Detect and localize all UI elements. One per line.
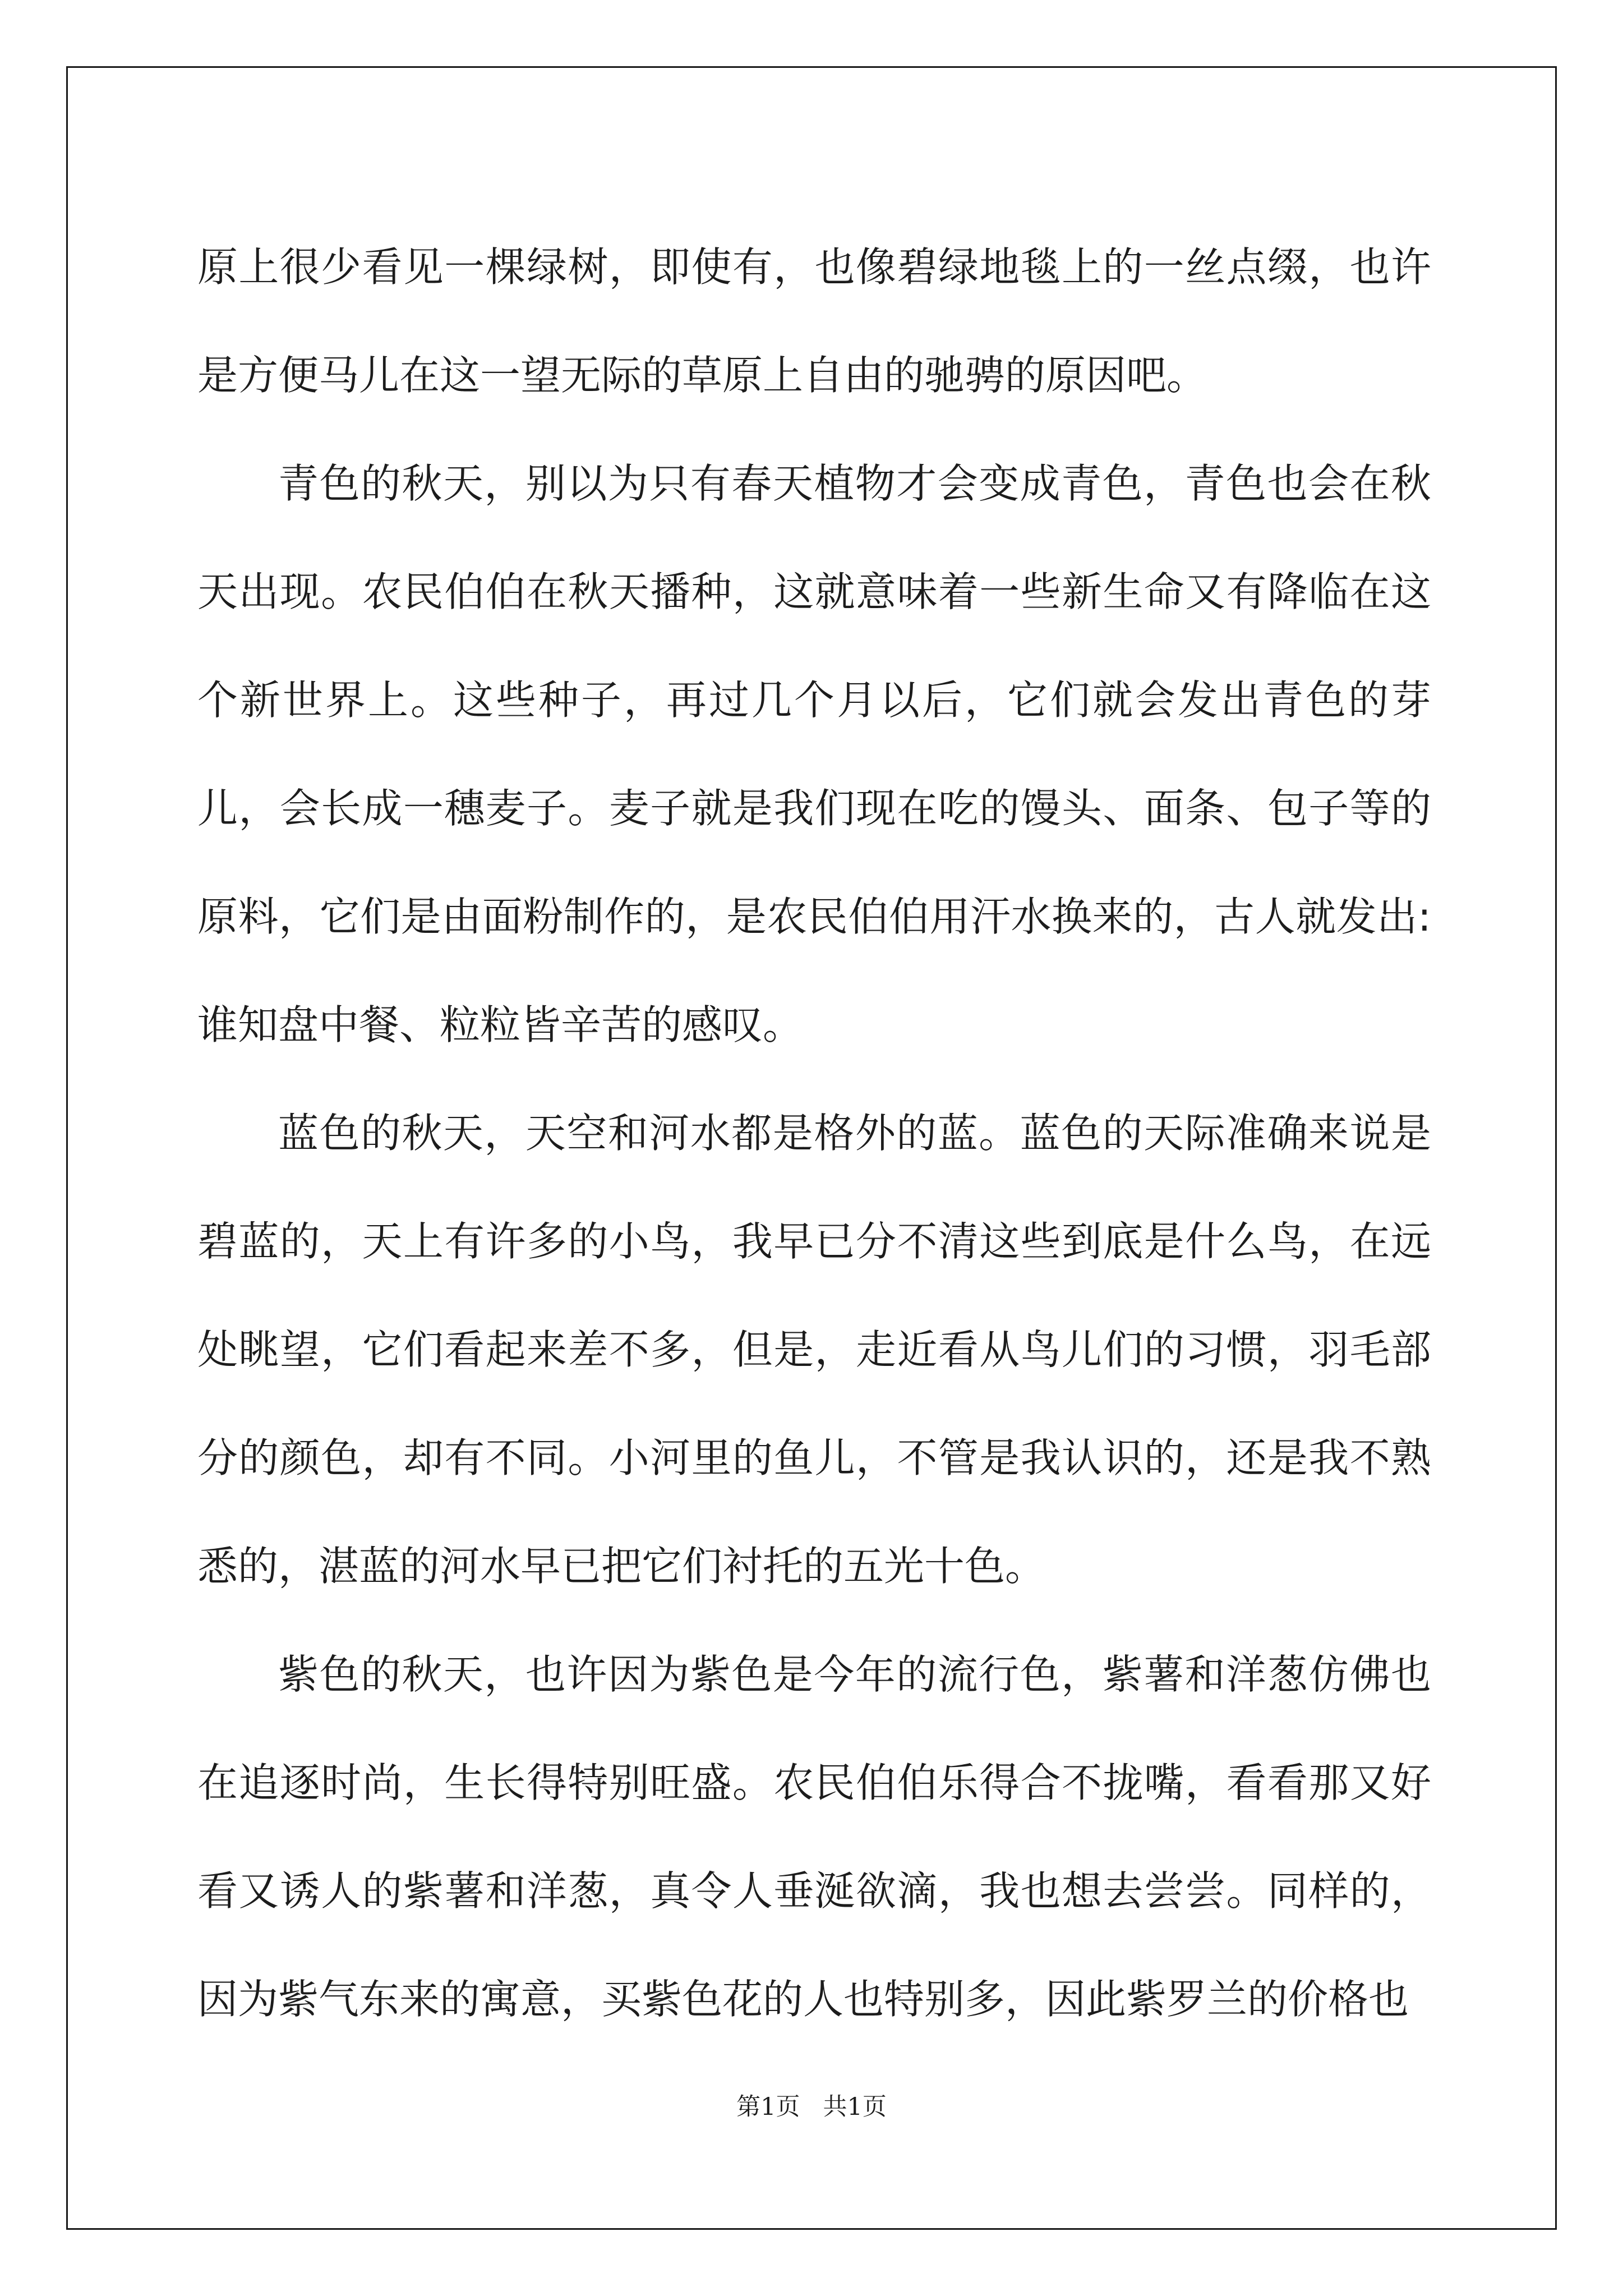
paragraph-2: 青色的秋天，别以为只有春天植物才会变成青色，青色也会在秋天出现。农民伯伯在秋天播种，这就意味着一些新生命又有降临在这个新世界上。这些种子，再过几个月以后，它们就会发出青色的芽儿，会长成一穗麦子。麦子就是我们现在吃的馒头、面条、包子等的原料，它们是由面粉制作的，是农民伯伯用汗水换来的，古人就发出:谁知盘中餐、粒粒皆辛苦的感叹。 xyxy=(197,460,1431,1048)
document-body xyxy=(197,213,1431,2054)
page-footer: 第1页 共1页 xyxy=(736,2093,887,2121)
paragraph-4: 紫色的秋天，也许因为紫色是今年的流行色，紫薯和洋葱仿佛也在追逐时尚，生长得特别旺盛。农民伯伯乐得合不拢嘴，看看那又好看又诱人的紫薯和洋葱，真令人垂涎欲滴，我也想去尝尝。同样的，因为紫气东来的寓意，买紫色花的人也特别多，因此紫罗兰的价格也 xyxy=(197,1651,1431,2023)
paragraph-1: 原上很少看见一棵绿树，即使有，也像碧绿地毯上的一丝点缀，也许是方便马儿在这一望无际的草原上自由的驰骋的原因吧。 xyxy=(197,243,1431,399)
paragraph-3: 蓝色的秋天，天空和河水都是格外的蓝。蓝色的天际准确来说是碧蓝的，天上有许多的小鸟，我早已分不清这些到底是什么鸟，在远处眺望，它们看起来差不多，但是，走近看从鸟儿们的习惯，羽毛部分的颜色，却有不同。小河里的鱼儿，不管是我认识的，还是我不熟悉的，湛蓝的河水早已把它们衬托的五光十色。 xyxy=(197,1110,1431,1590)
